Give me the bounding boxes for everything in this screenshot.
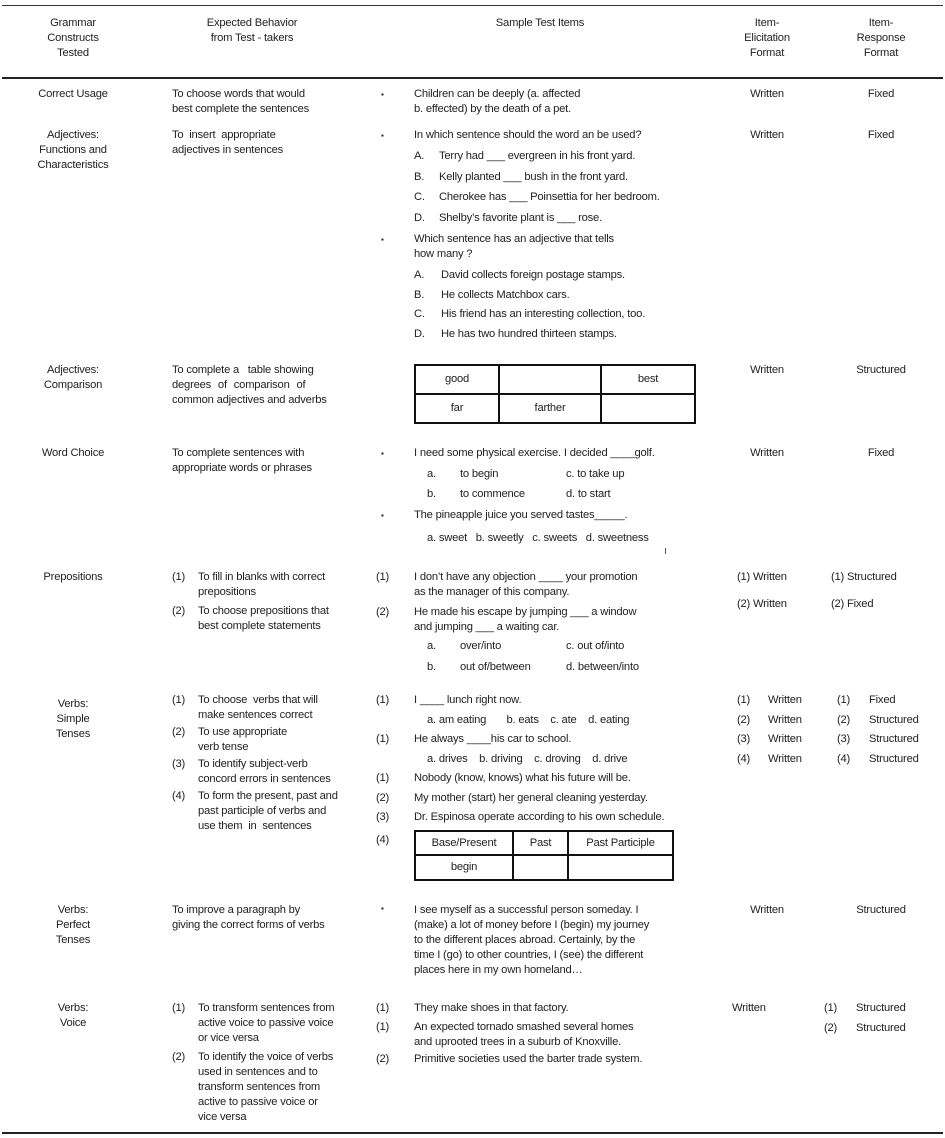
option-label: A. (414, 150, 425, 162)
format-text: Structured (869, 752, 919, 765)
text-line: An expected tornado smashed several homes (414, 1021, 634, 1033)
text-line: Adjectives: (47, 364, 99, 376)
format-text: Written (768, 713, 802, 726)
option-list (427, 639, 717, 681)
behavior-text (198, 604, 370, 634)
text-line: (make) a lot of money before I (begin) my journey (414, 919, 650, 931)
format-text: Structured (869, 713, 919, 726)
item-number: (1) (376, 694, 390, 706)
behavior-item (172, 757, 370, 787)
question-text: In which sentence should the word an be used? (414, 129, 642, 141)
comparison-table (414, 364, 696, 424)
response-item (837, 693, 919, 713)
behavior-text (198, 693, 370, 723)
behavior-cell (172, 446, 368, 476)
sample-item (414, 605, 719, 635)
option-item (414, 211, 719, 232)
text-line: and jumping ___ a waiting car. (414, 621, 560, 633)
text-line: To fill in blanks with correct (198, 571, 326, 583)
option-item (414, 288, 719, 308)
text-line: as the manager of this company. (414, 586, 570, 598)
option-label: D. (414, 211, 425, 224)
response-cell (837, 693, 919, 771)
text-line: Functions and (39, 144, 107, 156)
item-number: (1) (737, 694, 751, 706)
sample-item (414, 1020, 719, 1050)
elicitation-cell: Written (750, 88, 784, 100)
behavior-text (198, 1001, 370, 1046)
stray-mark (665, 548, 666, 554)
item-number: (1) (376, 733, 390, 745)
header-elicitation-format (727, 16, 807, 61)
item-number: (4) (737, 752, 751, 765)
option-label: B. (414, 170, 425, 183)
text-line: Voice (59, 1017, 87, 1029)
text-line: To use appropriate (198, 726, 288, 738)
elicitation-cell: Written (750, 129, 784, 141)
elicitation-cell (737, 570, 787, 612)
header-line: Expected Behavior (206, 17, 298, 29)
text-line: (1) Structured (831, 571, 897, 583)
behavior-cell (172, 1001, 370, 1125)
elicitation-cell: Written (750, 447, 784, 459)
item-number: (4) (376, 834, 390, 846)
header-sample-test-items: Sample Test Items (495, 17, 585, 29)
text-line: Characteristics (37, 159, 109, 171)
text-line: places here in my own homeland… (414, 964, 583, 976)
header-expected-behavior (172, 16, 332, 46)
option-text: d. between/into (566, 661, 639, 673)
item-number: (1) (824, 1002, 838, 1014)
format-text: Fixed (869, 694, 896, 706)
option-text: to begin (460, 468, 499, 480)
format-text: Structured (869, 733, 919, 745)
table-cell (499, 365, 601, 394)
text-line: prepositions (198, 586, 256, 598)
item-number: (3) (376, 811, 390, 823)
option-text: c. to take up (566, 468, 625, 480)
text-line: (2) Written (737, 598, 787, 610)
behavior-item (172, 789, 370, 834)
construct-cell (14, 128, 132, 173)
text-line: To complete a table showing (172, 364, 314, 376)
item-number: (3) (172, 758, 186, 770)
behavior-cell (172, 363, 368, 408)
text-line: He made his escape by jumping ___ a window (414, 606, 637, 618)
option-text: d. to start (566, 488, 611, 500)
text-line: To identify the voice of verbs (198, 1051, 334, 1063)
question-text (414, 232, 719, 262)
text-line: used in sentences and to (198, 1066, 318, 1078)
text-line: To form the present, past and (198, 790, 338, 802)
option-label: C. (414, 308, 425, 320)
item-number: (2) (376, 791, 390, 804)
option-line: a. drives b. driving c. droving d. drive (427, 752, 628, 765)
header-response-format (840, 16, 922, 61)
text-line: or vice versa (198, 1032, 259, 1044)
bullet-icon: ▪ (381, 904, 384, 913)
item-number: (3) (837, 733, 851, 745)
item-number: (1) (376, 571, 390, 583)
text-line: active to passive voice or (198, 1096, 318, 1108)
text-line: Adjectives: (47, 129, 99, 141)
table-header-cell: Past Participle (568, 831, 673, 855)
option-list (414, 268, 719, 346)
format-text: Structured (856, 1002, 906, 1014)
behavior-cell (172, 87, 368, 117)
item-number: (1) (172, 694, 186, 706)
text-line: active voice to passive voice (198, 1017, 334, 1029)
option-text: Terry had ___ evergreen in his front yard. (439, 150, 636, 162)
text-line: giving the correct forms of verbs (172, 919, 325, 931)
behavior-text (198, 789, 370, 834)
text-line: best complete statements (198, 620, 321, 632)
question-text: I need some physical exercise. I decided ____golf. (414, 447, 655, 459)
sample-item (414, 87, 719, 117)
option-item (427, 639, 717, 660)
option-line: a. sweet b. sweetly c. sweets d. sweetness (427, 532, 649, 544)
item-number: (2) (376, 606, 390, 618)
response-item (824, 1021, 906, 1041)
sample-item: They make shoes in that factory. (414, 1002, 569, 1014)
option-item (414, 327, 719, 347)
header-line: Format (863, 47, 899, 59)
table-cell: best (601, 365, 695, 394)
text-line: Simple (56, 713, 90, 725)
text-line: best complete the sentences (172, 103, 310, 115)
item-number: (2) (172, 726, 186, 738)
sample-items (414, 693, 719, 830)
elicitation-cell: Written (732, 1002, 766, 1014)
option-line: a. am eating b. eats c. ate d. eating (427, 713, 630, 726)
text-line: use them in sentences (198, 820, 312, 832)
behavior-item (172, 604, 370, 634)
table-cell: far (415, 394, 499, 423)
item-number: (2) (824, 1021, 838, 1034)
table-bottom-rule (2, 1132, 943, 1134)
verb-forms-table (414, 830, 674, 881)
format-text: Structured (856, 1021, 906, 1034)
response-cell: Fixed (867, 129, 895, 141)
header-line: Item- (868, 17, 894, 29)
question-text: The pineapple juice you served tastes_____. (414, 509, 628, 521)
text-line: Verbs: (57, 1002, 89, 1014)
item-number: (2) (376, 1053, 390, 1065)
sample-item: Dr. Espinosa operate according to his own schedule. (414, 811, 665, 823)
header-line: Constructs (47, 32, 99, 44)
option-text: out of/between (460, 661, 531, 673)
elicitation-item (737, 713, 802, 733)
header-grammar-constructs (14, 16, 132, 61)
sample-item: Nobody (know, knows) what his future will be. (414, 772, 631, 784)
option-text: Shelby’s favorite plant is ___ rose. (439, 211, 602, 224)
text-line: Perfect (55, 919, 91, 931)
behavior-text (198, 570, 370, 600)
table-header-cell: Past (513, 831, 568, 855)
construct-cell: Prepositions (43, 571, 103, 583)
bullet-icon: ▪ (381, 90, 384, 99)
text-line: b. effected) by the death of a pet. (414, 103, 571, 115)
option-item (427, 660, 717, 681)
item-number: (2) (172, 1051, 186, 1063)
option-item (427, 487, 717, 507)
option-text: David collects foreign postage stamps. (441, 269, 625, 281)
sample-paragraph (414, 903, 700, 978)
text-line: adjectives in sentences (172, 144, 284, 156)
behavior-text (198, 1050, 370, 1125)
text-line: Tenses (55, 934, 91, 946)
construct-cell (14, 363, 132, 393)
option-text: Kelly planted ___ bush in the front yard. (439, 170, 628, 183)
elicitation-cell (737, 693, 802, 771)
text-line: verb tense (198, 741, 249, 753)
text-line: vice versa (198, 1111, 247, 1123)
text-line: To complete sentences with (172, 447, 305, 459)
text-line: Which sentence has an adjective that tells (414, 233, 614, 245)
option-list (427, 467, 717, 507)
text-line: Tenses (55, 728, 91, 740)
header-line: Item- (754, 17, 780, 29)
item-number: (2) (837, 713, 851, 726)
option-item (414, 190, 719, 211)
text-line: transform sentences from (198, 1081, 321, 1093)
response-cell: Structured (856, 364, 906, 376)
text-line: Verbs: (57, 904, 89, 916)
option-text: Cherokee has ___ Poinsettia for her bedroom. (439, 191, 660, 203)
response-item (837, 713, 919, 733)
construct-cell (14, 903, 132, 948)
option-label: b. (427, 661, 436, 673)
header-line: Elicitation (744, 32, 790, 44)
header-line: Response (856, 32, 906, 44)
text-line: To choose prepositions that (198, 605, 329, 617)
response-item (837, 732, 919, 752)
option-text: over/into (460, 640, 502, 652)
item-number: (1) (172, 1002, 186, 1014)
option-label: C. (414, 191, 425, 203)
table-cell: begin (415, 855, 513, 880)
table-cell: farther (499, 394, 601, 423)
format-text: Written (768, 752, 802, 765)
option-text: He collects Matchbox cars. (441, 288, 570, 301)
option-item (414, 268, 719, 288)
text-line: make sentences correct (198, 709, 313, 721)
behavior-item (172, 725, 370, 755)
text-line: Children can be deeply (a. affected (414, 88, 581, 100)
option-label: a. (427, 640, 436, 652)
behavior-cell (172, 693, 370, 834)
table-cell (513, 855, 568, 880)
header-line: Tested (57, 47, 89, 59)
sample-item: I ____ lunch right now. (414, 694, 522, 706)
response-item (824, 1001, 906, 1021)
table-top-rule (2, 5, 943, 6)
bullet-icon: ▪ (381, 511, 384, 520)
text-line: Verbs: (57, 698, 89, 710)
text-line: common adjectives and adverbs (172, 394, 327, 406)
behavior-text (198, 757, 370, 787)
text-line: time I (go) to other countries, I (see) the different (414, 949, 644, 961)
behavior-item (172, 570, 370, 600)
option-item (414, 149, 719, 170)
response-cell: Structured (856, 904, 906, 916)
item-number: (4) (837, 752, 851, 765)
option-label: A. (414, 269, 425, 281)
item-number: (1) (376, 1021, 390, 1033)
behavior-item (172, 1050, 370, 1125)
option-item (414, 170, 719, 191)
elicitation-item (737, 752, 802, 772)
text-line: I see myself as a successful person someday. I (414, 904, 639, 916)
text-line: appropriate words or phrases (172, 462, 312, 474)
option-label: b. (427, 488, 436, 500)
text-line: To identify subject-verb (198, 758, 308, 770)
table-cell (601, 394, 695, 423)
text-line: (2) Fixed (831, 598, 874, 610)
item-number: (2) (172, 605, 186, 617)
behavior-item (172, 1001, 370, 1046)
table-header-cell: Base/Present (415, 831, 513, 855)
text-line: to the different places abroad. Certainly, by the (414, 934, 636, 946)
item-number: (4) (172, 790, 186, 802)
behavior-cell (172, 128, 368, 158)
construct-cell (14, 1001, 132, 1031)
format-text: Written (768, 694, 802, 706)
text-line: how many ? (414, 248, 473, 260)
sample-item: Primitive societies used the barter trade system. (414, 1053, 643, 1065)
text-line: To choose words that would (172, 88, 305, 100)
item-number: (1) (837, 694, 851, 706)
text-line: To transform sentences from (198, 1002, 335, 1014)
table-cell (568, 855, 673, 880)
sample-item: My mother (start) her general cleaning yesterday. (414, 791, 648, 804)
text-line: To insert appropriate (172, 129, 276, 141)
construct-cell: Correct Usage (38, 88, 108, 100)
text-line: past participle of verbs and (198, 805, 327, 817)
behavior-cell (172, 903, 368, 933)
response-cell: Fixed (867, 447, 895, 459)
option-label: B. (414, 288, 425, 301)
bullet-icon: ▪ (381, 131, 384, 140)
option-list (414, 149, 719, 231)
header-line: Grammar (50, 17, 96, 29)
text-line: I don’t have any objection ____ your promotion (414, 571, 638, 583)
sample-item (414, 570, 719, 600)
option-text: He has two hundred thirteen stamps. (441, 327, 617, 340)
item-number: (1) (172, 571, 186, 583)
behavior-item (172, 693, 370, 723)
item-number: (1) (376, 1002, 390, 1014)
elicitation-cell: Written (750, 904, 784, 916)
option-text: c. out of/into (566, 640, 625, 652)
bullet-icon: ▪ (381, 235, 384, 244)
response-cell (831, 570, 897, 612)
header-line: Format (749, 47, 785, 59)
item-number: (1) (376, 772, 390, 784)
response-cell: Fixed (867, 88, 895, 100)
elicitation-item (737, 732, 802, 752)
text-line: degrees of comparison of (172, 379, 306, 391)
behavior-text (198, 725, 370, 755)
text-line: (1) Written (737, 571, 787, 583)
option-text: His friend has an interesting collection, too. (441, 308, 646, 320)
text-line: To improve a paragraph by (172, 904, 301, 916)
option-label: D. (414, 327, 425, 340)
table-cell: good (415, 365, 499, 394)
elicitation-item (737, 693, 802, 713)
option-item (427, 467, 717, 487)
construct-cell (14, 697, 132, 742)
elicitation-cell: Written (750, 364, 784, 376)
text-line: and uprooted trees in a suburb of Knoxville. (414, 1036, 622, 1048)
text-line: concord errors in sentences (198, 773, 331, 785)
item-number: (2) (737, 713, 751, 726)
response-item (837, 752, 919, 772)
sample-item: He always ____his car to school. (414, 733, 572, 745)
format-text: Written (768, 733, 802, 745)
header-rule (2, 77, 943, 79)
construct-cell: Word Choice (41, 447, 105, 459)
header-line: from Test - takers (210, 32, 294, 44)
option-label: a. (427, 468, 436, 480)
text-line: To choose verbs that will (198, 694, 318, 706)
option-item (414, 307, 719, 327)
behavior-cell (172, 570, 370, 634)
text-line: Comparison (43, 379, 103, 391)
response-cell (824, 1001, 906, 1040)
option-text: to commence (460, 488, 525, 500)
item-number: (3) (737, 733, 751, 745)
bullet-icon: ▪ (381, 449, 384, 458)
